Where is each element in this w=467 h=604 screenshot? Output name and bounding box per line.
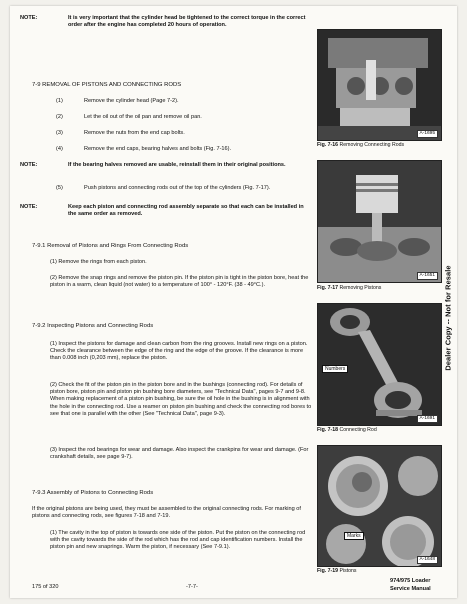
engine-block-image <box>318 30 441 140</box>
watermark-text: Dealer Copy -- Not for Resale <box>443 265 453 371</box>
figure-number: Fig. 7-16 <box>317 142 339 148</box>
section-heading-7-9-3: 7-9.3 Assembly of Pistons to Connecting Rods <box>32 490 154 496</box>
paragraph: (2) Check the fit of the piston pin in the piston bore and in the bushings (connecting rod). For details of piston bore, piston pin and piston pin bushing bore diameters, see "Technical Data", pages 9-7 and 9-8. When making replacement of a piston pin bushing, be sure the oil hole in the bushing is in alignment with the hole in the connecting rod. Use a reamer on piston pin bushing and check the connecting rod bores to see that one is parallel with the other (See "Technical Data", page 9-3). <box>50 382 312 417</box>
figure-7-18-photo <box>317 303 442 426</box>
step-text: Let the oil out of the oil pan and remove oil pan. <box>84 114 202 120</box>
step-text: Remove the cylinder head (Page 7-2). <box>84 98 179 104</box>
figure-number: Fig. 7-19 <box>317 568 339 574</box>
figure-id: A-1695 <box>417 130 438 138</box>
figure-caption-text: Pistons <box>339 568 357 574</box>
figure-caption <box>317 285 447 291</box>
page-number: -7-7- <box>186 584 198 590</box>
figure-id: A-1651 <box>417 272 438 280</box>
figure-callout: Marks <box>344 532 364 540</box>
figure-callout: Numbers <box>322 365 348 373</box>
figure-7-16-photo <box>317 29 442 141</box>
step-number: (5) <box>56 185 63 191</box>
step-number: (3) <box>56 130 63 136</box>
figure-caption <box>317 427 447 433</box>
paragraph: (3) Inspect the rod bearings for wear and damage. Also inspect the crankpins for wear and damage. (For crankshaft details, see page 9-7). <box>50 447 309 461</box>
paragraph: If the original pistons are being used, they must be assembled to the original connecting rods. For marking of pistons and connecting rods, see figures 7-18 and 7-19. <box>32 506 301 520</box>
note-label: NOTE: <box>20 15 38 21</box>
section-heading-7-9-1: 7-9.1 Removal of Pistons and Rings From Connecting Rods <box>32 243 189 249</box>
paragraph: (2) Remove the snap rings and remove the piston pin. If the piston pin is tight in the piston bore, heat the piston in a warm, clean liquid (not water) to a temperature of 100° - 120°F. (38 - 49°C.). <box>50 275 309 289</box>
paragraph: (1) The cavity in the top of piston is towards one side of the piston. Put the piston on the connecting rod with the cavity towards the side of the rod which has the rod and cap identification numbers. Install the piston pin and new snaprings. Warm the piston, if necessary (See 7-9.1). <box>50 530 306 551</box>
figure-id: A-1648 <box>417 556 438 564</box>
step-text: Push pistons and connecting rods out of the top of the cylinders (Fig. 7-17). <box>84 185 271 191</box>
paragraph: (1) Inspect the pistons for damage and clean carbon from the ring grooves. Install new rings on a piston. Check the clearance between the edge of the ring and the edge of the groove. If the clearance is more than 0.008 inch (0,203 mm), replace the piston. <box>50 341 308 362</box>
figure-caption-text: Removing Connecting Rods <box>339 142 405 148</box>
figure-number: Fig. 7-18 <box>317 427 339 433</box>
figure-number: Fig. 7-17 <box>317 285 339 291</box>
figure-id: A-1691 <box>417 415 438 423</box>
figure-7-17-photo <box>317 160 442 283</box>
page-count: 175 of 320 <box>32 584 59 590</box>
figure-caption-text: Removing Pistons <box>339 285 382 291</box>
paragraph: (1) Remove the rings from each piston. <box>50 259 147 265</box>
pistons-image <box>318 446 441 566</box>
note-text: Keep each piston and connecting rod assembly separate so that each can be installed in the same order as removed. <box>68 204 304 218</box>
figure-caption-text: Connecting Rod <box>339 427 377 433</box>
manual-title: 974/975 Loader <box>390 578 431 584</box>
section-heading-7-9-2: 7-9.2 Inspecting Pistons and Connecting Rods <box>32 323 154 329</box>
piston-removal-image <box>318 161 441 282</box>
step-text: Remove the end caps, bearing halves and bolts (Fig. 7-16). <box>84 146 232 152</box>
manual-page <box>10 6 457 598</box>
manual-subtitle: Service Manual <box>390 586 431 592</box>
dealer-copy-watermark <box>440 218 456 418</box>
note-label: NOTE: <box>20 204 38 210</box>
note-text: It is very important that the cylinder head be tightened to the correct torque in the correct order after the engine has completed 20 hours of operation. <box>68 15 306 29</box>
figure-caption <box>317 142 447 148</box>
figure-caption <box>317 568 447 574</box>
note-label: NOTE: <box>20 162 38 168</box>
step-number: (2) <box>56 114 63 120</box>
note-text: If the bearing halves removed are usable, reinstall them in their original positions. <box>68 162 286 168</box>
step-text: Remove the nuts from the end cap bolts. <box>84 130 185 136</box>
step-number: (4) <box>56 146 63 152</box>
section-heading-7-9: 7-9 REMOVAL OF PISTONS AND CONNECTING RODS <box>32 82 182 88</box>
step-number: (1) <box>56 98 63 104</box>
figure-7-19-photo <box>317 445 442 567</box>
